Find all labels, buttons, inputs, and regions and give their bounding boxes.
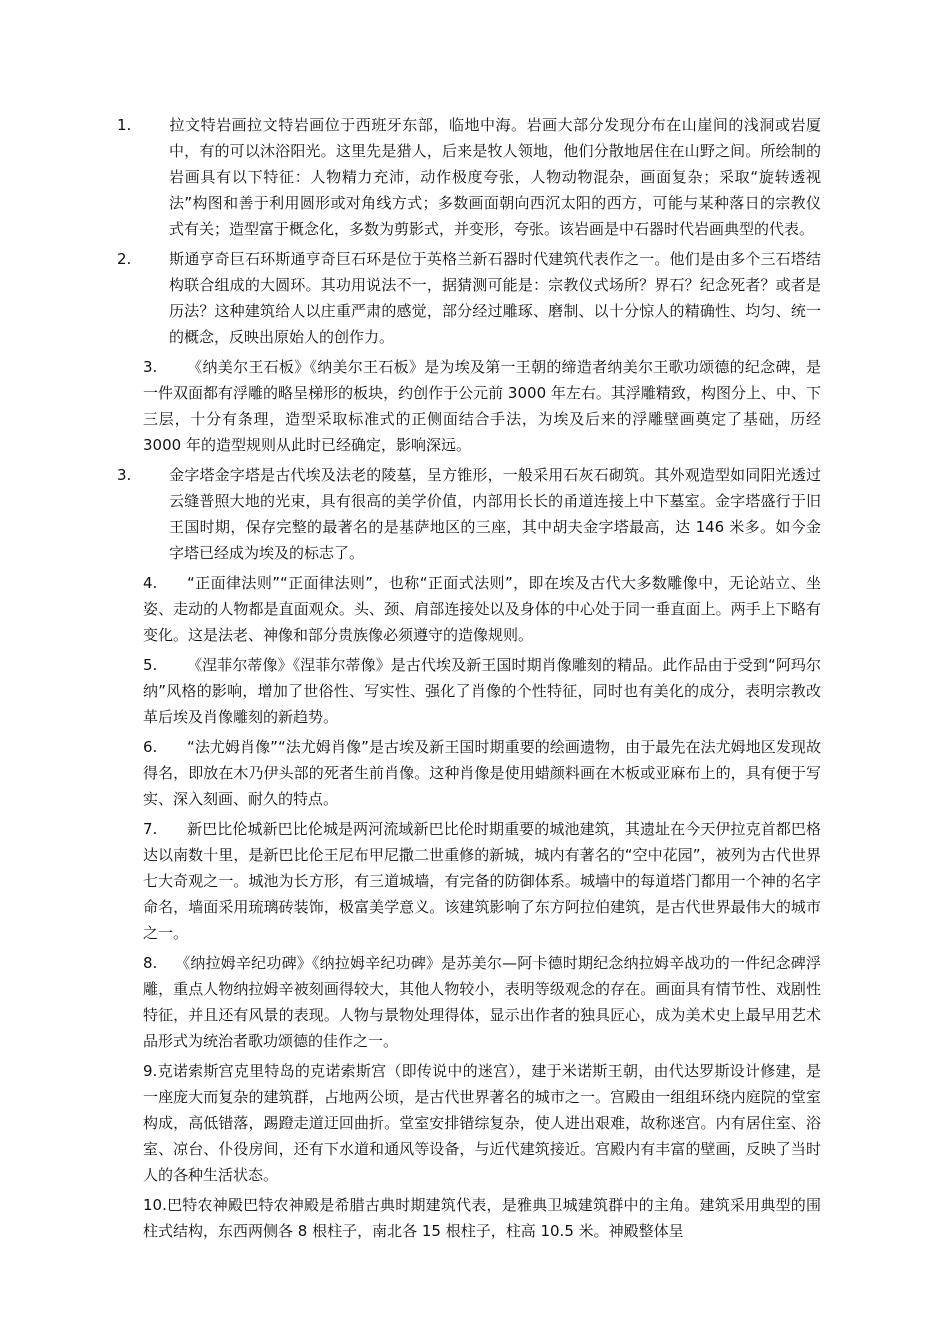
item-number: 8. [143,954,158,972]
item-text: 新巴比伦城新巴比伦城是两河流域新巴比伦时期重要的城池建筑，其遗址在今天伊拉克首都巴格达以南数十里，是新巴比伦王尼布甲尼撒二世重修的新城，城内有著名的“空中花园”，被列为古代世界七大奇观之一。城池为长方形，有三道城墙，有完备的防御体系。城墙中的每道塔门都用一个神的名字命名，墙面采用琉璃砖装饰，极富美学意义。该建筑影响了东方阿拉伯建筑，是古代世界最伟大的城市之一。 [143,820,821,942]
paragraph-2 [117,246,821,350]
item-number: 3. [143,358,158,376]
item-text: 《纳美尔王石板》《纳美尔王石板》是为埃及第一王朝的缔造者纳美尔王歌功颂德的纪念碑，是一件双面都有浮雕的略呈梯形的板块，约创作于公元前 3000 年左右。其浮雕精致，构图分上、中、下三层，十分有条理，造型采取标准式的正侧面结合手法，为埃及后来的浮雕壁画奠定了基础，历经 3000 年的造型规则从此时已经确定，影响深远。 [143,358,821,454]
item-number: 5. [143,656,158,674]
item-number: 4. [143,574,158,592]
item-text: 《纳拉姆辛纪功碑》《纳拉姆辛纪功碑》是苏美尔—阿卡德时期纪念纳拉姆辛战功的一件纪念碑浮雕，重点人物纳拉姆辛被刻画得较大，其他人物较小，表明等级观念的存在。画面具有情节性、戏剧性特征，并且还有风景的表现。人物与景物处理得体，显示出作者的独具匠心，成为美术史上最早用艺术品形式为统治者歌功颂德的佳作之一。 [143,954,821,1050]
item-text: “法尤姆肖像”“法尤姆肖像”是古埃及新王国时期重要的绘画遗物，由于最先在法尤姆地区发现故得名，即放在木乃伊头部的死者生前肖像。这种肖像是使用蜡颜料画在木板或亚麻布上的，具有便于写实、深入刻画、耐久的特点。 [143,738,821,808]
item-number: 2. [117,250,132,268]
item-number: 7. [143,820,158,838]
item-text: 《涅菲尔蒂像》《涅菲尔蒂像》是古代埃及新王国时期肖像雕刻的精品。此作品由于受到“阿玛尔纳”风格的影响，增加了世俗性、写实性、强化了肖像的个性特征，同时也有美化的成分，表明宗教改革后埃及肖像雕刻的新趋势。 [143,656,821,726]
paragraph-8 [143,816,821,946]
paragraph-5 [143,570,821,648]
item-number: 6. [143,738,158,756]
paragraph-7 [143,734,821,812]
paragraph-3 [143,354,821,458]
item-text: 巴特农神殿巴特农神殿是希腊古典时期建筑代表，是雅典卫城建筑群中的主角。建筑采用典型的围柱式结构，东西两侧各 8 根柱子，南北各 15 根柱子，柱高 10.5 米。神殿整体呈 [143,1196,821,1240]
item-number: 3. [117,466,132,484]
item-text: 拉文特岩画拉文特岩画位于西班牙东部，临地中海。岩画大部分发现分布在山崖间的浅洞或岩厦中，有的可以沐浴阳光。这里先是猎人，后来是牧人领地，他们分散地居住在山野之间。所绘制的岩画具有以下特征：人物精力充沛，动作极度夸张，人物动物混杂，画面复杂；采取“旋转透视法”构图和善于利用圆形或对角线方式；多数画面朝向西沉太阳的西方，可能与某种落日的宗教仪式有关；造型富于概念化，多数为剪影式，并变形，夸张。该岩画是中石器时代岩画典型的代表。 [169,116,821,238]
paragraph-10 [143,1058,821,1188]
item-text: 金字塔金字塔是古代埃及法老的陵墓，呈方锥形，一般采用石灰石砌筑。其外观造型如同阳光透过云缝普照大地的光束，具有很高的美学价值，内部用长长的甬道连接上中下墓室。金字塔盛行于旧王国时期，保存完整的最著名的是基萨地区的三座，其中胡夫金字塔最高，达 146 米多。如今金字塔已经成为埃及的标志了。 [169,466,821,562]
item-text: “正面律法则”“正面律法则”，也称“正面式法则”，即在埃及古代大多数雕像中，无论站立、坐姿、走动的人物都是直面观众。头、颈、肩部连接处以及身体的中心处于同一垂直面上。两手上下略有变化。这是法老、神像和部分贵族像必须遵守的造像规则。 [143,574,821,644]
item-number: 10. [143,1196,167,1214]
paragraph-11 [143,1192,821,1244]
paragraph-4 [117,462,821,566]
item-text: 斯通亨奇巨石环斯通亨奇巨石环是位于英格兰新石器时代建筑代表作之一。他们是由多个三石塔结构联合组成的大圆环。其功用说法不一，据猜测可能是：宗教仪式场所？界石？纪念死者？或者是历法？这种建筑给人以庄重严肃的感觉，部分经过雕琢、磨制、以十分惊人的精确性、均匀、统一的概念，反映出原始人的创作力。 [169,250,821,346]
document-body [117,112,821,1248]
paragraph-1 [117,112,821,242]
paragraph-6 [143,652,821,730]
item-number: 1. [117,116,132,134]
paragraph-9 [143,950,821,1054]
item-text: 克诺索斯宫克里特岛的克诺索斯宫（即传说中的迷宫），建于米诺斯王朝，由代达罗斯设计修建，是一座庞大而复杂的建筑群，占地两公顷，是古代世界著名的城市之一。宫殿由一组组环绕内庭院的堂室构成，高低错落，踢蹬走道迂回曲折。堂室安排错综复杂，使人进出艰难，故称迷宫。内有居住室、浴室、凉台、仆役房间，还有下水道和通风等设备，与近代建筑接近。宫殿内有丰富的壁画，反映了当时人的各种生活状态。 [143,1062,821,1184]
item-number: 9. [143,1062,158,1080]
